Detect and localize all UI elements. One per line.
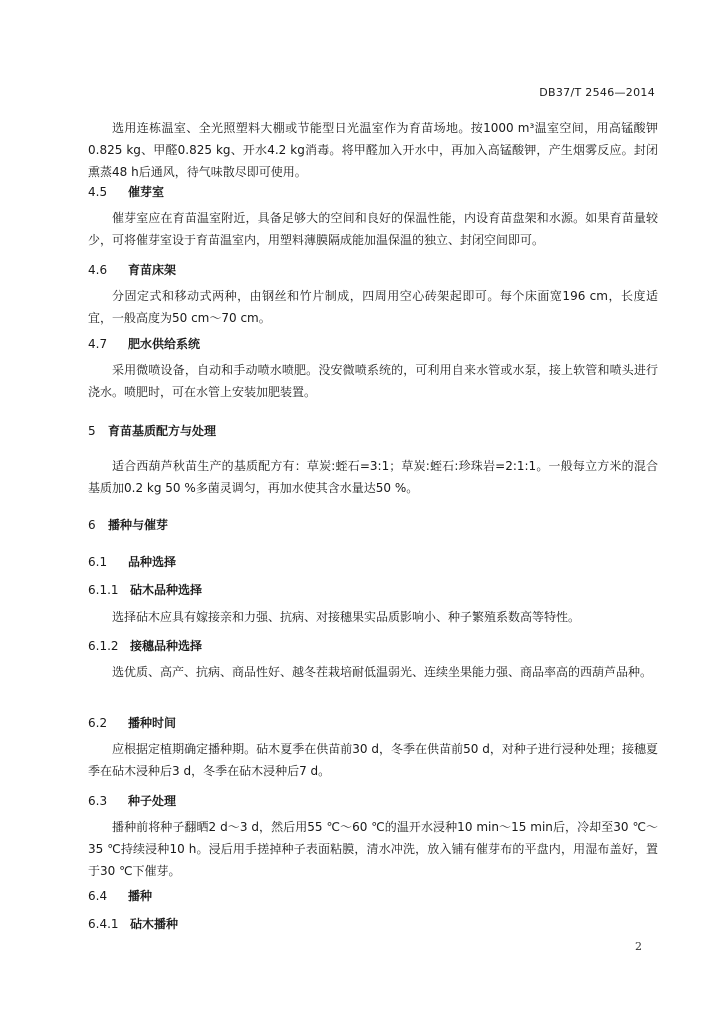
section-4-6-heading: 4.6 育苗床架	[88, 263, 177, 277]
intro-paragraph: 选用连栋温室、全光照塑料大棚或节能型日光温室作为育苗场地。按1000 m³温室空间，用高锰酸钾0.825 kg、甲醛0.825 kg、开水4.2 kg消毒。将甲醛加入开水中，再加入高锰酸钾，产生烟雾反应。封闭熏蒸48 h后通风，待气味散尽即可使用。	[88, 121, 658, 179]
section-6-4-heading: 6.4 播种	[88, 889, 153, 903]
section-5-text: 适合西葫芦秋苗生产的基质配方有：草炭:蛭石=3:1；草炭:蛭石:珍珠岩=2:1:1。一般每立方米的混合基质加0.2 kg 50 %多菌灵调匀，再加水使其含水量达50 %。	[88, 459, 658, 495]
section-6-1-1-text: 选择砧木应具有嫁接亲和力强、抗病、对接穗果实品质影响小、种子繁殖系数高等特性。	[112, 610, 581, 624]
section-6-1-1-heading: 6.1.1 砧木品种选择	[88, 583, 203, 597]
section-6-2-text: 应根据定植期确定播种期。砧木夏季在供苗前30 d，冬季在供苗前50 d，对种子进行浸种处理；接穗夏季在砧木浸种后3 d，冬季在砧木浸种后7 d。	[88, 742, 658, 778]
page-number: 2	[635, 940, 642, 953]
section-4-5-text: 催芽室应在育苗温室附近，具备足够大的空间和良好的保温性能，内设育苗盘架和水源。如果育苗量较少，可将催芽室设于育苗温室内，用塑料薄膜隔成能加温保温的独立、封闭空间即可。	[88, 211, 658, 247]
section-6-1-2-text: 选优质、高产、抗病、商品性好、越冬茬栽培耐低温弱光、连续坐果能力强、商品率高的西葫芦品种。	[112, 665, 653, 679]
section-6-1-heading: 6.1 品种选择	[88, 555, 177, 569]
section-6-heading: 6 播种与催芽	[88, 518, 169, 532]
section-6-4-1-heading: 6.4.1 砧木播种	[88, 917, 179, 931]
section-4-7-text: 采用微喷设备，自动和手动喷水喷肥。没安微喷系统的，可利用自来水管或水泵，接上软管和喷头进行浇水。喷肥时，可在水管上安装加肥装置。	[88, 363, 658, 399]
section-4-7-heading: 4.7 肥水供给系统	[88, 337, 201, 351]
section-5-heading: 5 育苗基质配方与处理	[88, 424, 217, 438]
section-6-3-text: 播种前将种子翻晒2 d～3 d，然后用55 ℃～60 ℃的温开水浸种10 min～15 min后，冷却至30 ℃～35 ℃持续浸种10 h。浸后用手搓掉种子表面粘膜，清水冲洗，放入铺有催芽布的平盘内，用湿布盖好，置于30 ℃下催芽。	[88, 820, 658, 878]
document-code: DB37/T 2546—2014	[539, 86, 655, 99]
section-4-5-heading: 4.5 催芽室	[88, 185, 165, 199]
section-6-2-heading: 6.2 播种时间	[88, 716, 177, 730]
section-6-3-heading: 6.3 种子处理	[88, 794, 177, 808]
section-6-1-2-heading: 6.1.2 接穗品种选择	[88, 639, 203, 653]
section-4-6-text: 分固定式和移动式两种，由钢丝和竹片制成，四周用空心砖架起即可。每个床面宽196 cm，长度适宜，一般高度为50 cm～70 cm。	[88, 289, 658, 325]
